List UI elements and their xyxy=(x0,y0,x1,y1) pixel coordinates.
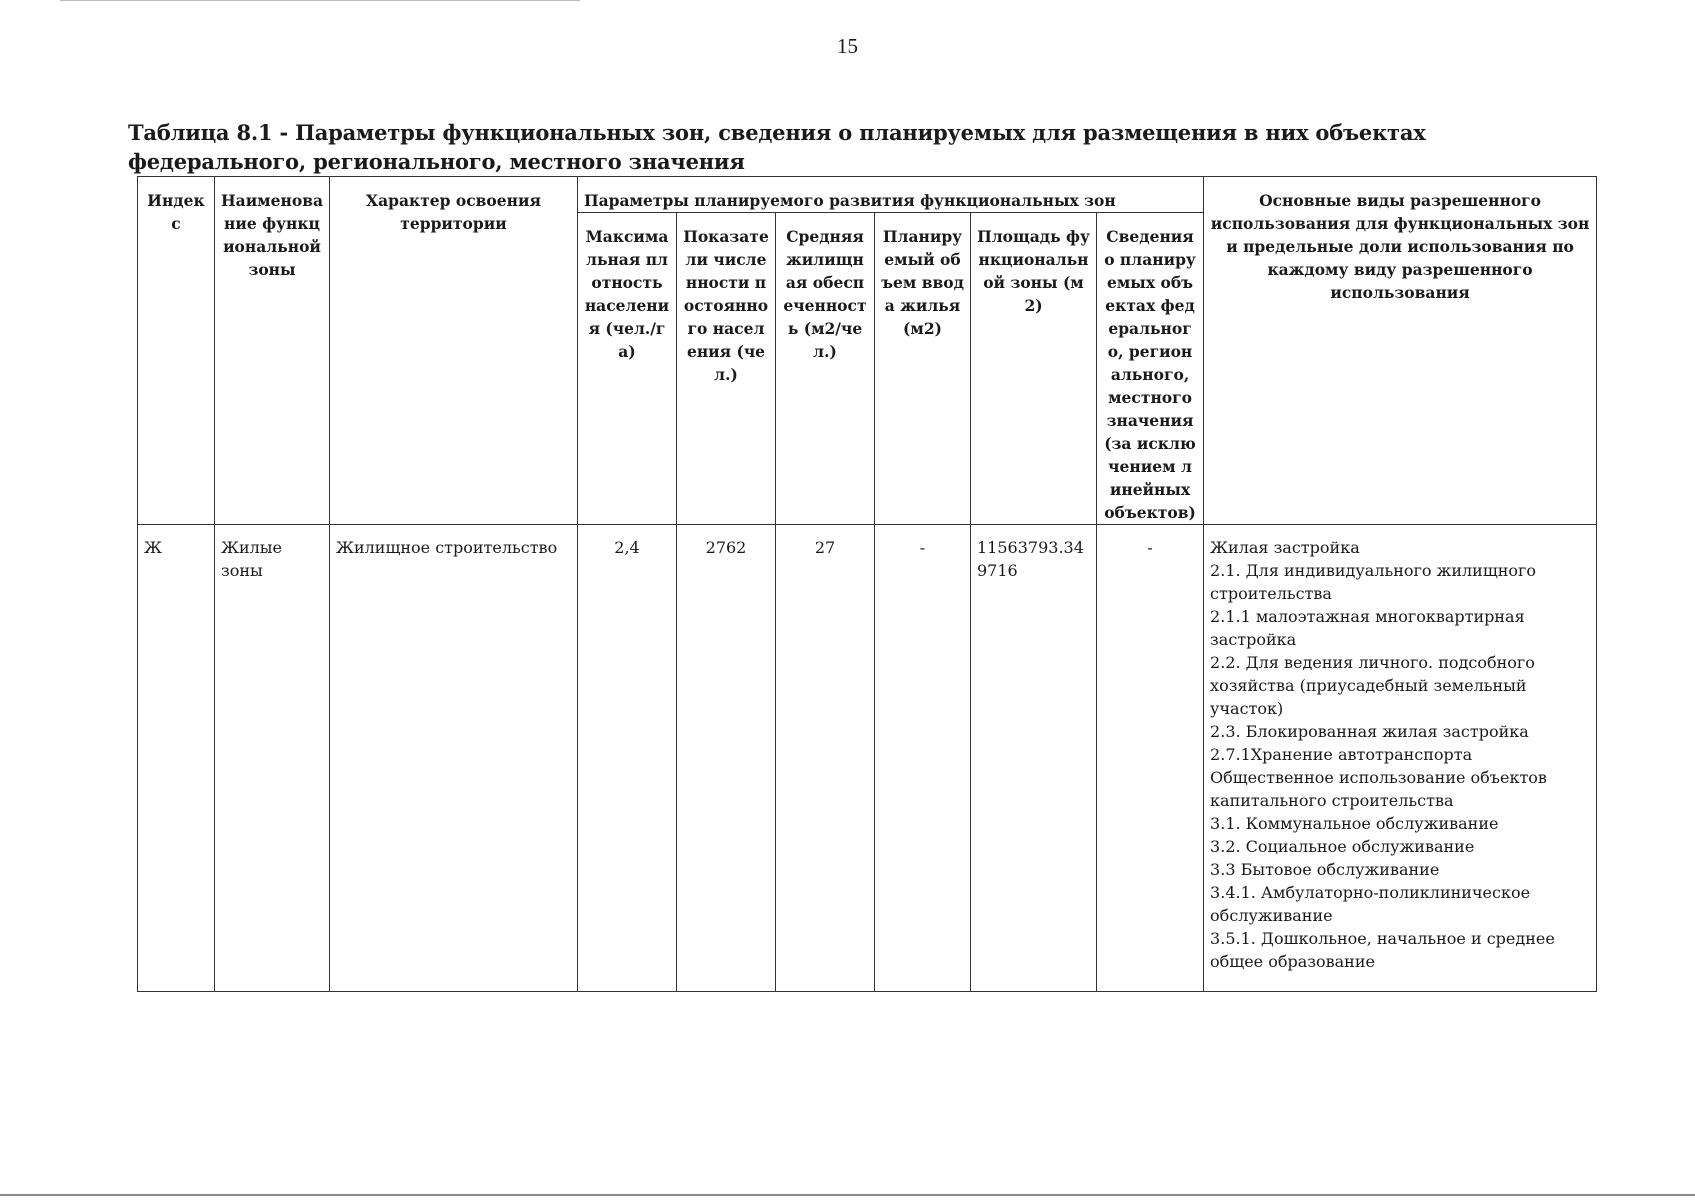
header-population: Показатели численности постоянного населения (чел.) xyxy=(677,213,776,525)
header-zone-name: Наименование функциональной зоны xyxy=(215,177,330,525)
table-title: Таблица 8.1 - Параметры функциональных зон, сведения о планируемых для размещения в них объектах федерального, регионального, местного значения xyxy=(128,120,1426,174)
use-item: Жилая застройка xyxy=(1210,538,1360,557)
header-max-density: Максимальная плотность населения (чел./га) xyxy=(578,213,677,525)
use-item: 3.1. Коммунальное обслуживание xyxy=(1210,814,1499,833)
cell-planned-volume: - xyxy=(875,525,971,992)
scan-bottom-edge xyxy=(0,1194,1695,1196)
use-item: 3.5.1. Дошкольное, начальное и среднее общее образование xyxy=(1210,929,1555,971)
header-uses: Основные виды разрешенного использования для функциональных зон и предельные доли использования по каждому виду разрешенного использования xyxy=(1204,177,1597,525)
use-item: 3.4.1. Амбулаторно-поликлиническое обслуживание xyxy=(1210,883,1531,925)
use-item: 2.2. Для ведения личного. подсобного хозяйства (приусадебный земельный участок) xyxy=(1210,653,1535,718)
header-index: Индекс xyxy=(138,177,215,525)
header-zone-area: Площадь функциональной зоны (м2) xyxy=(971,213,1097,525)
header-row xyxy=(138,177,1597,213)
use-item: 2.7.1Хранение автотранспорта xyxy=(1210,745,1473,764)
use-item: Общественное использование объектов капитального строительства xyxy=(1210,768,1547,810)
use-item: 2.1. Для индивидуального жилищного строительства xyxy=(1210,561,1537,603)
header-objects-info: Сведения о планируемых объектах федерального, регионального, местного значения (за исключением линейных объектов) xyxy=(1097,213,1204,525)
use-item: 2.3. Блокированная жилая застройка xyxy=(1210,722,1529,741)
header-housing: Средняя жилищная обеспеченность (м2/чел.) xyxy=(776,213,875,525)
cell-permitted-uses xyxy=(1204,525,1597,992)
cell-objects-info: - xyxy=(1097,525,1204,992)
use-item: 3.2. Социальное обслуживание xyxy=(1210,837,1475,856)
table-row xyxy=(138,525,1597,992)
page-number: 15 xyxy=(837,34,858,58)
header-planned-volume: Планируемый объем ввода жилья (м2) xyxy=(875,213,971,525)
cell-index: Ж xyxy=(138,525,215,992)
header-params-group: Параметры планируемого развития функциональных зон xyxy=(578,177,1204,213)
cell-zone-name: Жилые зоны xyxy=(215,525,330,992)
header-development: Характер освоения территории xyxy=(330,177,578,525)
use-item: 3.3 Бытовое обслуживание xyxy=(1210,860,1440,879)
cell-development: Жилищное строительство xyxy=(330,525,578,992)
cell-zone-area: 11563793.349716 xyxy=(971,525,1097,992)
cell-max-density: 2,4 xyxy=(578,525,677,992)
use-item: 2.1.1 малоэтажная многоквартирная застройка xyxy=(1210,607,1525,649)
parameters-table xyxy=(137,176,1597,992)
cell-population: 2762 xyxy=(677,525,776,992)
cell-housing: 27 xyxy=(776,525,875,992)
scan-edge xyxy=(60,0,580,1)
